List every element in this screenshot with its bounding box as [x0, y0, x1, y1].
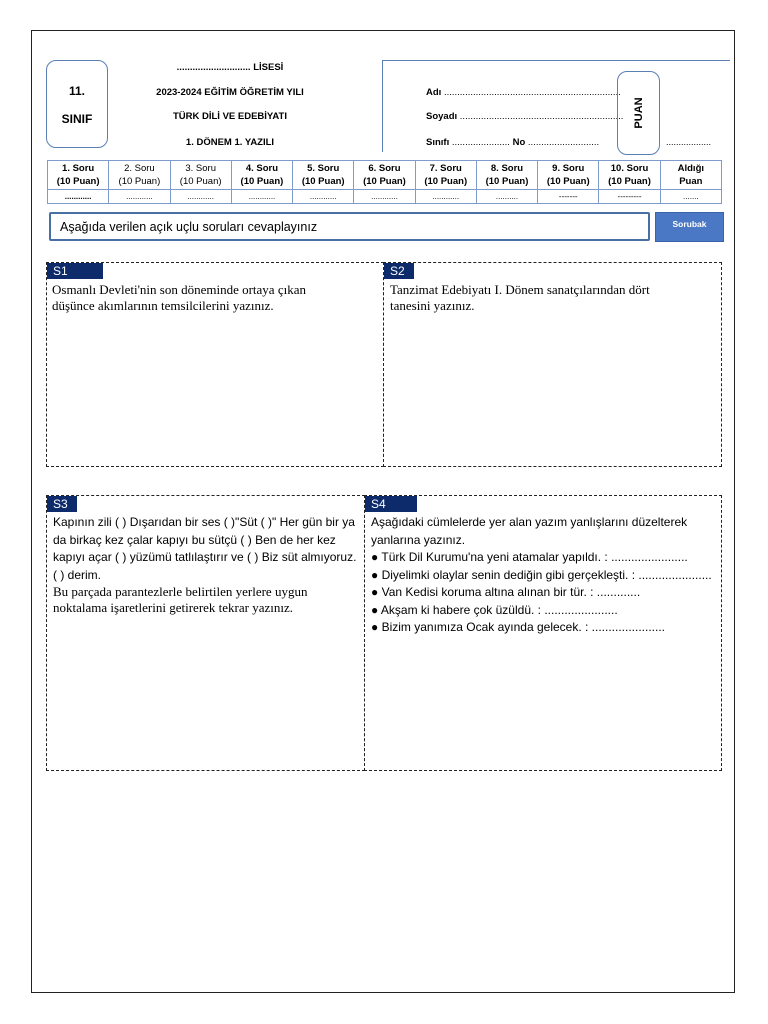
- score-head-question: 5. Soru: [307, 163, 340, 174]
- s4-item: ● Bizim yanımıza Ocak ayında gelecek. : ......................: [371, 620, 666, 634]
- question-s1-label: S1: [47, 263, 103, 279]
- question-s1-text: Osmanlı Devleti'nin son döneminde ortaya çıkan düşünce akımlarının temsilcilerini yazınız.: [52, 282, 306, 313]
- question-s2-label: S2: [384, 263, 414, 279]
- score-blank-cell[interactable]: .......: [660, 190, 721, 204]
- score-head-cell: [476, 161, 537, 190]
- score-blanks-row: [48, 190, 722, 204]
- score-head-question: 8. Soru: [490, 163, 524, 174]
- score-head-cell: [170, 161, 231, 190]
- class-box: [46, 60, 108, 148]
- sorubak-button[interactable]: Sorubak: [655, 212, 724, 242]
- question-s3-label: S3: [47, 496, 77, 512]
- score-head-cell: [109, 161, 170, 190]
- exam-title: 1. DÖNEM 1. YAZILI: [185, 137, 275, 148]
- score-head-points: (10 Puan): [608, 176, 651, 187]
- score-blank-cell[interactable]: ..........: [476, 190, 537, 204]
- s4-item: ● Akşam ki habere çok üzüldü. : ......................: [371, 602, 618, 617]
- score-table: [47, 160, 722, 204]
- score-head-points: (10 Puan): [56, 176, 100, 187]
- question-s4-label: S4: [365, 496, 417, 512]
- score-head-points: (10 Puan): [301, 176, 345, 187]
- s4-item: ● Türk Dil Kurumu'na yeni atamalar yapıldı. : .......................: [371, 550, 688, 564]
- surname-field[interactable]: [426, 111, 623, 122]
- score-head-cell: [231, 161, 292, 190]
- score-head-question: 4. Soru: [245, 163, 279, 174]
- score-head-cell: [660, 161, 721, 190]
- school-name: ............................ LİSESİ: [176, 62, 284, 73]
- class-label: Sınıfı: [426, 137, 450, 148]
- question-s3-passage: Kapının zili ( ) Dışarıdan bir ses ( )"Süt ( )" Her gün bir ya da birkaç kez çalar kapıyı bu sütçü ( ) Ben de her kez kapıyı açar ( ) yüzümü tatlılaştırır ve ( ) Biz süt almıyoruz. ( ) derim.: [53, 515, 357, 582]
- score-head-question: 3. Soru: [185, 163, 216, 174]
- score-head-question: 1. Soru: [62, 163, 95, 174]
- score-head-points: (10 Puan): [240, 176, 284, 187]
- name-label: Adı: [426, 87, 442, 98]
- score-head-question: 9. Soru: [552, 163, 585, 174]
- header-frame-top: [382, 60, 730, 61]
- question-s3-text: Bu parçada parantezlerle belirtilen yerlere uygun noktalama işaretlerini getirerek tekrar yazınız.: [53, 584, 308, 615]
- score-head-cell: [354, 161, 415, 190]
- score-head-question: 6. Soru: [368, 163, 401, 174]
- surname-dots: ..............................................................: [459, 111, 624, 122]
- question-s1-box: [46, 262, 384, 467]
- s4-item: ● Van Kedisi koruma altına alınan bir tür. : .............: [371, 585, 641, 599]
- name-dots: ...................................................................: [443, 87, 621, 98]
- s4-item: ● Diyelimki olaylar senin dediğin gibi gerçekleşti. : ......................: [371, 567, 712, 582]
- score-head-cell: [538, 161, 599, 190]
- score-blank-cell[interactable]: ............: [415, 190, 476, 204]
- header-frame-left: [382, 60, 383, 152]
- score-blank-cell[interactable]: -------: [538, 190, 599, 204]
- score-blank-cell[interactable]: ............: [109, 190, 170, 204]
- question-s4-items: [371, 549, 715, 637]
- score-head-question: Aldığı: [677, 163, 705, 174]
- score-blank-cell[interactable]: ............: [48, 190, 109, 204]
- instruction-box: Aşağıda verilen açık uçlu soruları cevaplayınız: [49, 212, 650, 241]
- no-label: No: [512, 137, 526, 148]
- class-dots: ......................: [451, 137, 510, 148]
- subject-title: TÜRK DİLİ VE EDEBİYATI: [172, 111, 287, 122]
- class-no-field[interactable]: [426, 137, 599, 148]
- score-head-points: (10 Puan): [424, 176, 468, 187]
- score-blank-cell[interactable]: ............: [231, 190, 292, 204]
- no-dots: ...........................: [527, 137, 600, 148]
- score-head-points: (10 Puan): [179, 176, 222, 187]
- score-head-cell: [48, 161, 109, 190]
- score-head-points: (10 Puan): [546, 176, 590, 187]
- score-heads-row: [48, 161, 722, 190]
- question-s3-box: [46, 495, 365, 771]
- score-head-points: (10 Puan): [485, 176, 529, 187]
- score-head-points: (10 Puan): [118, 176, 161, 187]
- score-head-question: 7. Soru: [429, 163, 462, 174]
- puan-dots: ..................: [666, 137, 712, 147]
- puan-box: [617, 71, 660, 155]
- score-head-points: Puan: [679, 176, 703, 187]
- question-s4-box: [364, 495, 722, 771]
- score-blank-cell[interactable]: ............: [293, 190, 354, 204]
- score-head-points: (10 Puan): [363, 176, 406, 187]
- surname-label: Soyadı: [426, 111, 458, 122]
- question-s2-text: Tanzimat Edebiyatı I. Dönem sanatçılarından dört tanesini yazınız.: [390, 282, 650, 313]
- score-head-question: 10. Soru: [610, 163, 649, 174]
- score-blank-cell[interactable]: ............: [170, 190, 231, 204]
- score-head-cell: [599, 161, 660, 190]
- score-blank-cell[interactable]: ---------: [599, 190, 660, 204]
- puan-label: PUAN: [632, 97, 645, 129]
- score-head-cell: [415, 161, 476, 190]
- score-head-question: 2. Soru: [124, 163, 155, 174]
- question-s4-intro: Aşağıdaki cümlelerde yer alan yazım yanlışlarını düzelterek yanlarına yazınız.: [371, 515, 688, 547]
- name-field[interactable]: [426, 87, 621, 98]
- class-word: SINIF: [61, 112, 93, 126]
- question-s2-box: [383, 262, 722, 467]
- score-head-cell: [293, 161, 354, 190]
- score-blank-cell[interactable]: ............: [354, 190, 415, 204]
- class-number: 11.: [68, 84, 86, 98]
- academic-year: 2023-2024 EĞİTİM ÖĞRETİM YILI: [156, 87, 304, 98]
